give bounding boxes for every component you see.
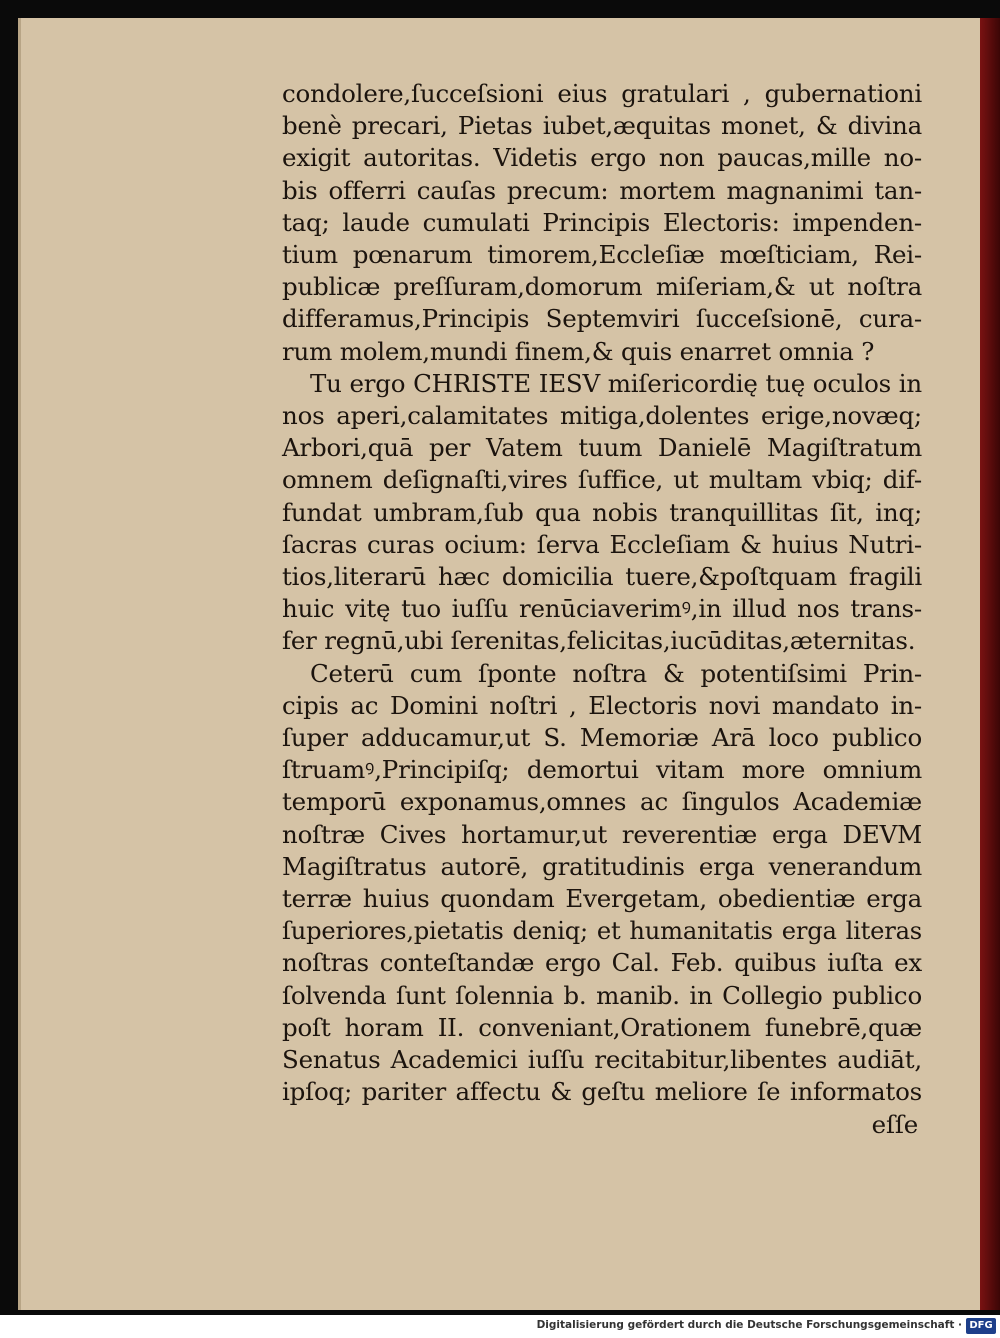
text-line-27: ſuperiores,pietatis deniq; et humanitatis erga literas (282, 917, 922, 946)
text-line-28: noſtras conteſtandæ ergo Cal. Feb. quibus iuſta ex (282, 948, 922, 978)
text-line-25: Magiſtratus autorē, gratitudinis erga venerandum (282, 851, 922, 881)
text-line-31: Senatus Academici iuſſu recitabitur,libentes audiāt, (282, 1045, 922, 1075)
text-line-22: ſtruamꝰ,Principiſq; demortui vitam more omnium (282, 755, 922, 785)
text-line-12: Arbori,quā per Vatem tuum Danielē Magiſtratum (282, 433, 922, 463)
text-line-6: tium pœnarum timorem,Eccleſiæ mœſticiam, Rei- (282, 240, 922, 270)
text-line-26: terræ huius quondam Evergetam, obedientiæ erga (282, 884, 922, 914)
text-line-1: condolere,ſucceſsioni eius gratulari , gubernationi (282, 79, 922, 108)
text-line-8: differamus,Principis Septemviri ſucceſsionē, cura- (282, 304, 922, 334)
text-line-21: ſuper adducamur,ut S. Memoriæ Arā loco publico (282, 723, 922, 753)
footer-bar (0, 1315, 1000, 1338)
catchword: eſſe (871, 1109, 918, 1139)
funding-credit: Digitalisierung gefördert durch die Deutsche Forschungsgemeinschaft · (536, 1319, 962, 1331)
text-line-7: publicæ preſſuram,domorum miſeriam,& ut noſtra (282, 272, 922, 302)
text-line-18: fer regnū,ubi ſerenitas,felicitas,iucūditas,æternitas. (282, 626, 916, 656)
text-line-24: noſtræ Cives hortamur,ut reverentiæ erga DEVM (282, 819, 922, 849)
text-line-5: taq; laude cumulati Principis Electoris: impenden- (282, 207, 922, 237)
text-line-2: benè precari, Pietas iubet,æquitas monet, & divina (282, 111, 922, 141)
text-line-3: exigit autoritas. Videtis ergo non paucas,mille no- (282, 143, 922, 173)
text-line-11: nos aperi,calamitates mitiga,dolentes erige,novæq; (282, 401, 922, 431)
text-line-20: cipis ac Domini noſtri , Electoris novi mandato in- (282, 690, 922, 720)
text-line-19: Ceterū cum ſponte noſtra & potentiſsimi Prin- (310, 658, 922, 688)
text-line-23: temporū exponamus,omnes ac ſingulos Academiæ (282, 787, 922, 817)
text-line-13: omnem deſignaſti,vires ſuffice, ut multam vbiq; dif- (282, 465, 922, 495)
text-line-30: poſt horam II. conveniant,Orationem funebrē,quæ (282, 1012, 922, 1042)
text-line-10: Tu ergo CHRISTE IESV miſericordię tuę oculos in (310, 368, 922, 398)
text-line-9: rum molem,mundi finem,& quis enarret omnia ? (282, 336, 875, 366)
text-line-16: tios,literarū hæc domicilia tuere,&poſtquam fragili (282, 562, 922, 592)
text-line-32: ipſoq; pariter affectu & geſtu meliore ſe informatos (282, 1077, 922, 1107)
page-text (282, 78, 922, 1141)
text-line-15: ſacras curas ocium: ſerva Eccleſiam & huius Nutri- (282, 529, 922, 559)
text-line-14: fundat umbram,ſub qua nobis tranquillitas ſit, inq; (282, 497, 922, 527)
dfg-logo-icon: DFG (966, 1318, 996, 1334)
text-line-4: bis offerri cauſas precum: mortem magnanimi tan- (282, 175, 922, 205)
book-edge (980, 18, 1000, 1310)
text-line-17: huic vitę tuo iuſſu renūciaverimꝰ,in illud nos trans- (282, 594, 922, 624)
text-line-29: ſolvenda ſunt ſolennia b. manib. in Collegio publico (282, 980, 922, 1010)
